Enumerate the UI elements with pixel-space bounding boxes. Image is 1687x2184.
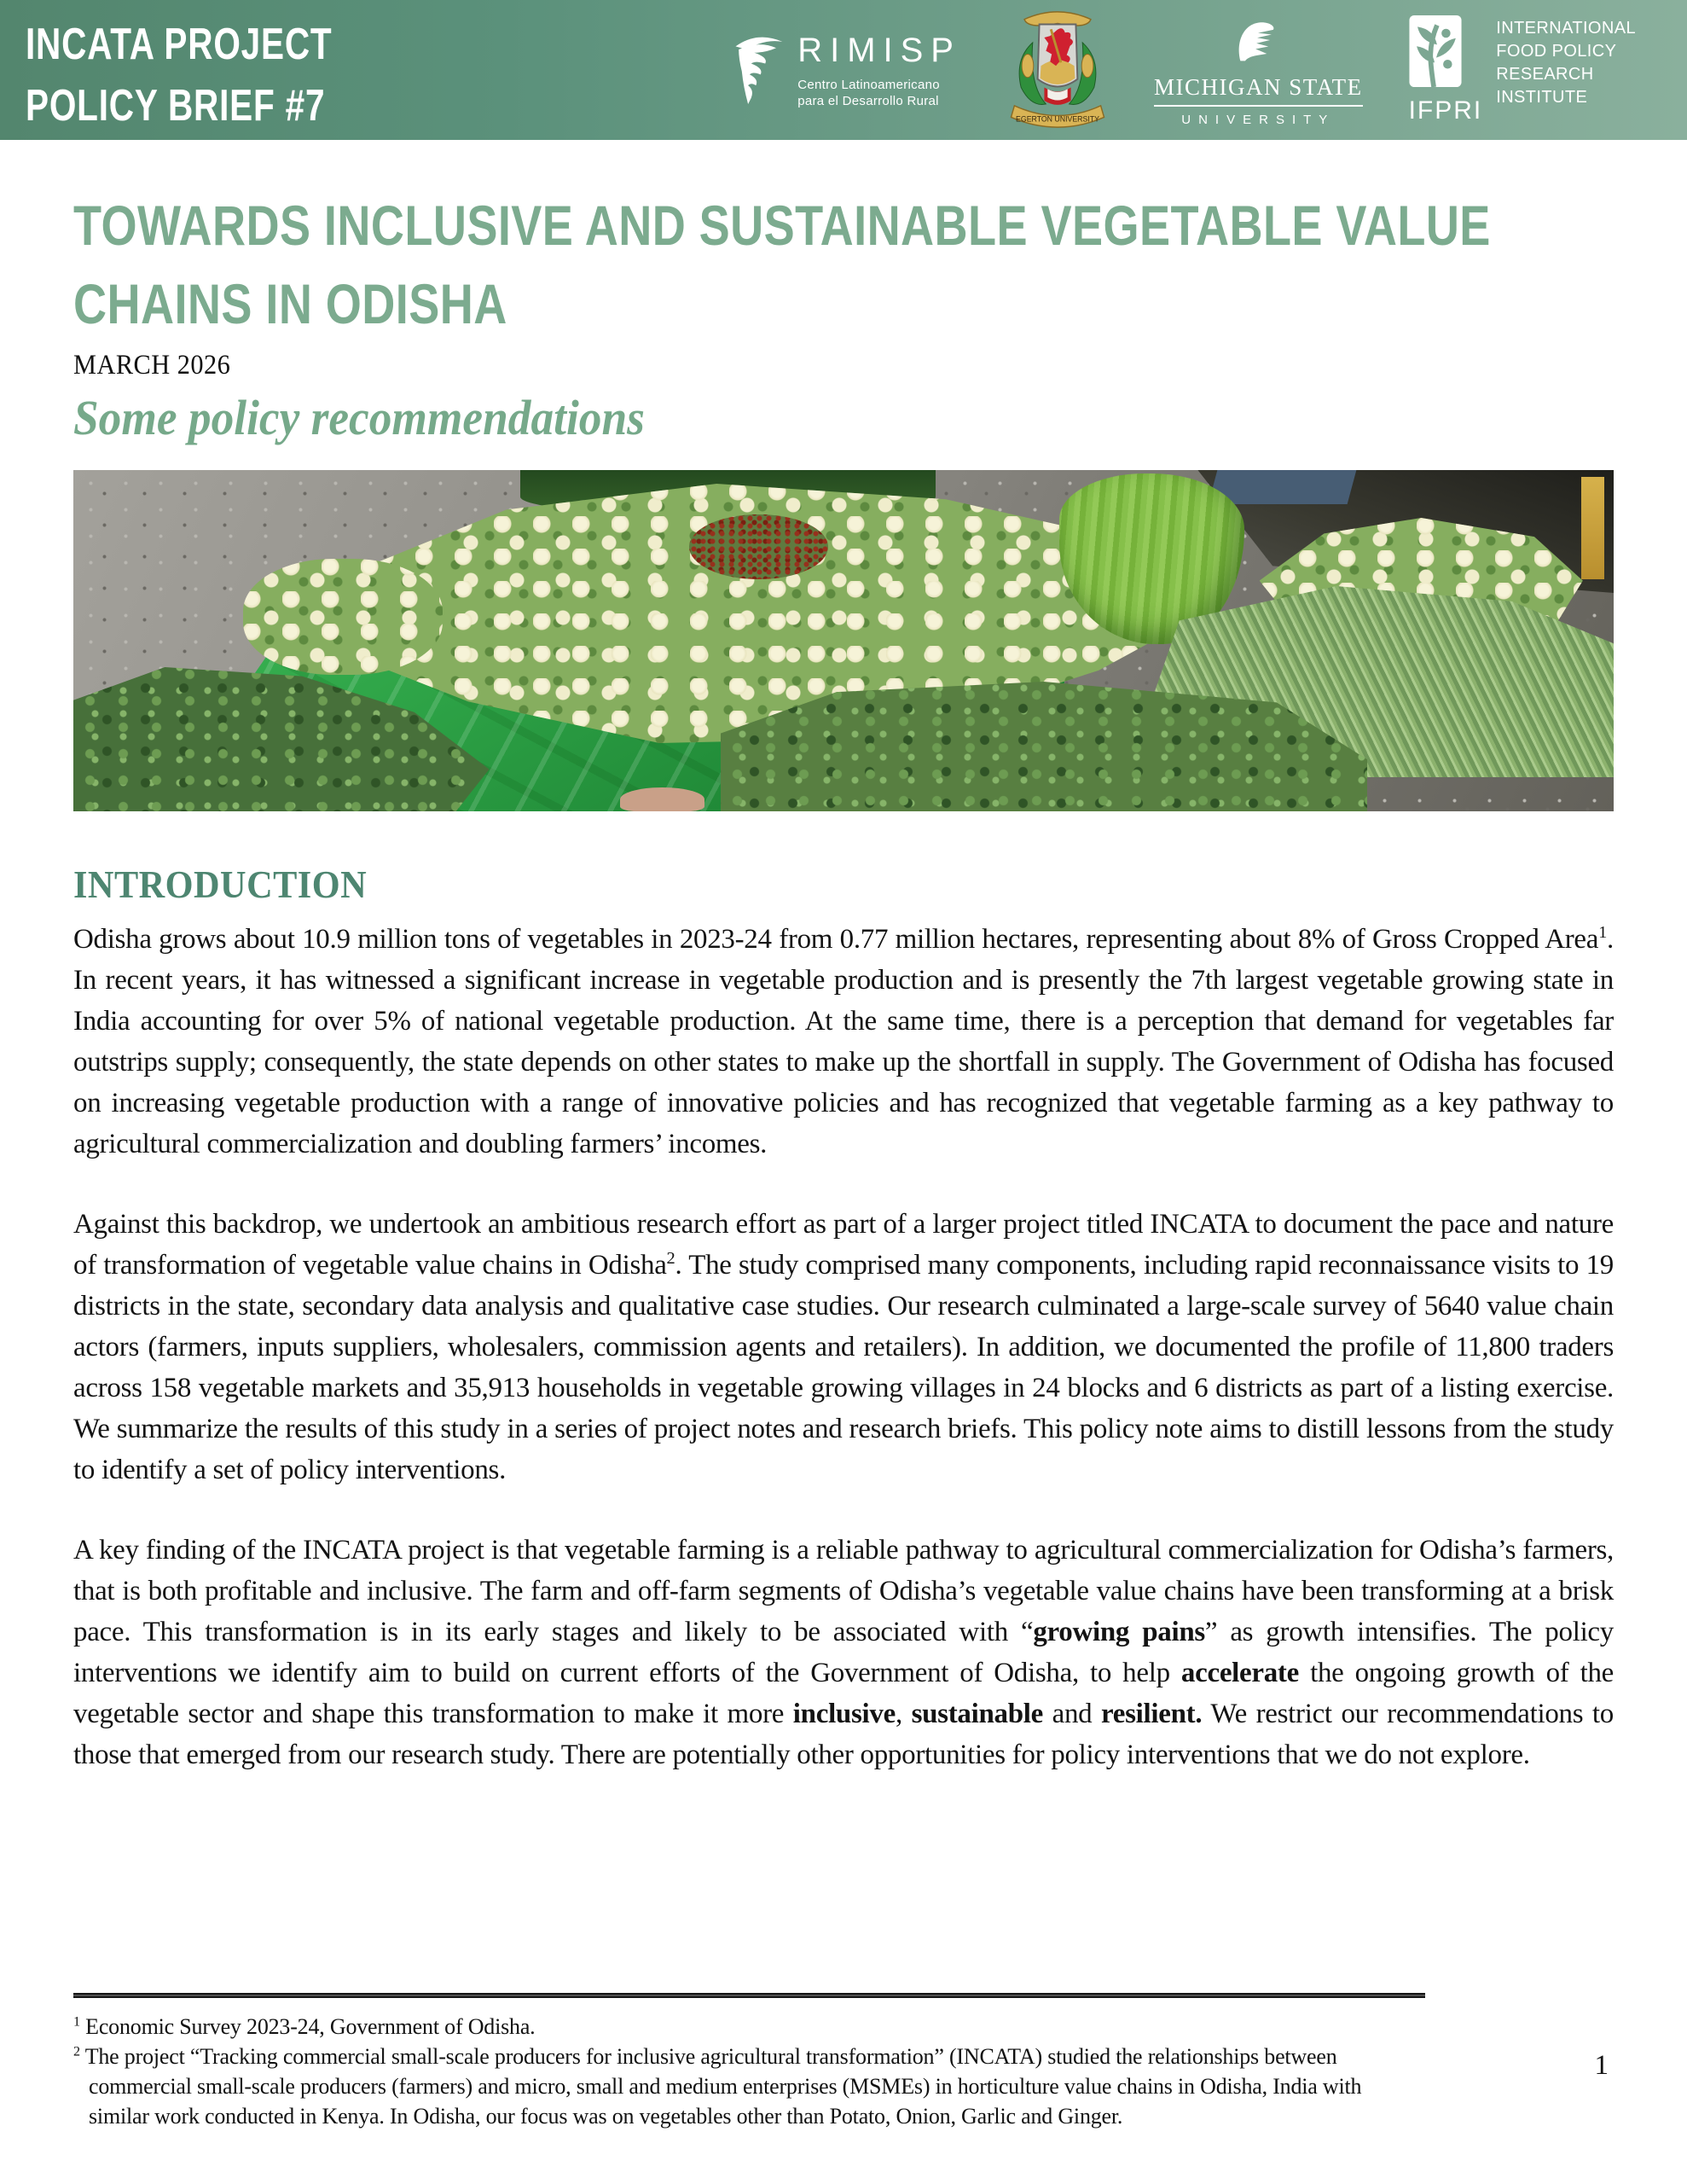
header-title-block: [0, 0, 419, 140]
ifpri-full-name: [1496, 17, 1636, 109]
rimisp-logo: [731, 27, 961, 113]
title-line2: CHAINS IN ODISHA: [73, 272, 507, 335]
photo-red-chilies: [689, 514, 828, 579]
introduction-heading: [73, 863, 1614, 907]
michigan-state-logo: [1154, 14, 1363, 127]
msu-university-text: UNIVERSITY: [1181, 112, 1336, 127]
ifpri-line1: INTERNATIONAL: [1496, 18, 1636, 38]
footnote-area: [73, 1993, 1614, 2131]
partner-logos: [731, 0, 1687, 140]
title-line1: TOWARDS INCLUSIVE AND SUSTAINABLE VEGETABLE VALUE: [73, 194, 1491, 257]
intro-paragraph-1: Odisha grows about 10.9 million tons of vegetables in 2023-24 from 0.77 million hectares, representing about 8% of Gross Cropped Area$^1$. In recent years, it has witnessed a significant increase in vegetable production and is presently the 7th largest vegetable growing state in India accounting for over 5% of national vegetable production. At the same time, there is a perception that demand for vegetables far outstrips supply; consequently, the state depends on other states to make up the shortfall in supply. The Government of Odisha has focused on increasing vegetable production with a range of innovative policies and has recognized that vegetable farming as a key pathway to agricultural commercialization and doubling farmers’ incomes.: [73, 923, 1614, 1159]
brief-number-text: POLICY BRIEF #7: [26, 81, 326, 131]
rimisp-tagline-line2: para el Desarrollo Rural: [797, 93, 939, 108]
rimisp-tagline-line1: Centro Latinoamericano: [797, 77, 940, 92]
introduction-heading-text: INTRODUCTION: [73, 863, 368, 906]
footnote-1: [73, 2012, 1423, 2042]
project-name-text: INCATA PROJECT: [26, 20, 333, 69]
msu-wordmark: MICHIGAN STATE: [1154, 74, 1363, 107]
ifpri-line4: INSTITUTE: [1496, 87, 1588, 107]
egerton-ribbon-text: EGERTON UNIVERSITY: [1016, 114, 1099, 124]
intro-paragraph-2: Against this backdrop, we undertook an ambitious research effort as part of a larger project titled INCATA to document the pace and nature of transformation of vegetable value chains in Odisha$^2$. The study comprised many components, including rapid reconnaissance visits to 19 districts in the state, secondary data analysis and qualitative case studies. Our research culminated a large-scale survey of 5640 value chain actors (farmers, inputs suppliers, wholesalers, commission agents and retailers). In addition, we documented the profile of 11,800 traders across 158 vegetable markets and 35,913 households in vegetable growing villages in 24 blocks and 6 districts as part of a listing exercise. We summarize the results of this study in a series of project notes and research briefs. This policy note aims to distill lessons from the study to identify a set of policy interventions.: [73, 1209, 1614, 1485]
header-banner: [0, 0, 1687, 140]
subtitle: [73, 390, 1614, 446]
document-title: [73, 186, 1614, 343]
ifpri-abbr: IFPRI: [1408, 96, 1483, 125]
rimisp-swirl-icon: [731, 27, 786, 113]
ifpri-logo: [1409, 15, 1636, 125]
project-name: [26, 14, 419, 75]
page-content: [0, 186, 1687, 1775]
egerton-university-crest: [1007, 8, 1108, 132]
photo-hand: [620, 787, 704, 811]
photo-blue-tarp: [1209, 470, 1356, 504]
brief-number: [26, 75, 419, 136]
ifpri-plant-icon: [1409, 15, 1462, 91]
photo-cauliflower-cluster-left: [243, 559, 443, 675]
footnote-1-text: Economic Survey 2023-24, Government of Odisha.: [79, 2014, 536, 2039]
page-number: 1: [1594, 2050, 1609, 2081]
ifpri-mark-block: [1409, 15, 1483, 125]
ifpri-line3: RESEARCH: [1496, 64, 1594, 84]
vegetable-market-photo: [73, 470, 1614, 811]
rimisp-name: RIMISP: [797, 31, 961, 69]
spartan-helmet-icon: [1232, 14, 1284, 71]
publication-date-text: MARCH 2026: [73, 350, 231, 380]
photo-yellow-pole: [1581, 477, 1604, 579]
ifpri-line2: FOOD POLICY: [1496, 41, 1617, 61]
publication-date: [73, 350, 1614, 381]
footnote-1-marker: 1: [73, 2014, 80, 2030]
footnote-2: [73, 2042, 1423, 2131]
rimisp-tagline: [797, 77, 961, 109]
intro-paragraph-3: A key finding of the INCATA project is that vegetable farming is a reliable pathway to agricultural commercialization for Odisha’s farmers, that is both profitable and inclusive. The farm and off-farm segments of Odisha’s vegetable value chains have been transforming at a brisk pace. This transformation is in its early stages and likely to be associated with “growing pains” as growth intensifies. The policy interventions we identify aim to build on current efforts of the Government of Odisha, to help accelerate the ongoing growth of the vegetable sector and shape this transformation to make it more inclusive, sustainable and resilient. We restrict our recommendations to those that emerged from our research study. There are potentially other opportunities for policy interventions that we do not explore.: [73, 1535, 1614, 1770]
footnote-divider: [73, 1993, 1425, 1998]
rimisp-text-block: [797, 32, 961, 109]
subtitle-text: Some policy recommendations: [73, 390, 645, 445]
footnote-2-text: The project “Tracking commercial small-scale producers for inclusive agricultural transformation” (INCATA) studied the relationships between commercial small-scale producers (farmers) and micro, small and medium enterprises (MSMEs) in horticulture value chains in Odisha, India with similar work conducted in Kenya. In Odisha, our focus was on vegetables other than Potato, Onion, Garlic and Ginger.: [79, 2044, 1362, 2129]
footnote-2-marker: 2: [73, 2044, 80, 2059]
